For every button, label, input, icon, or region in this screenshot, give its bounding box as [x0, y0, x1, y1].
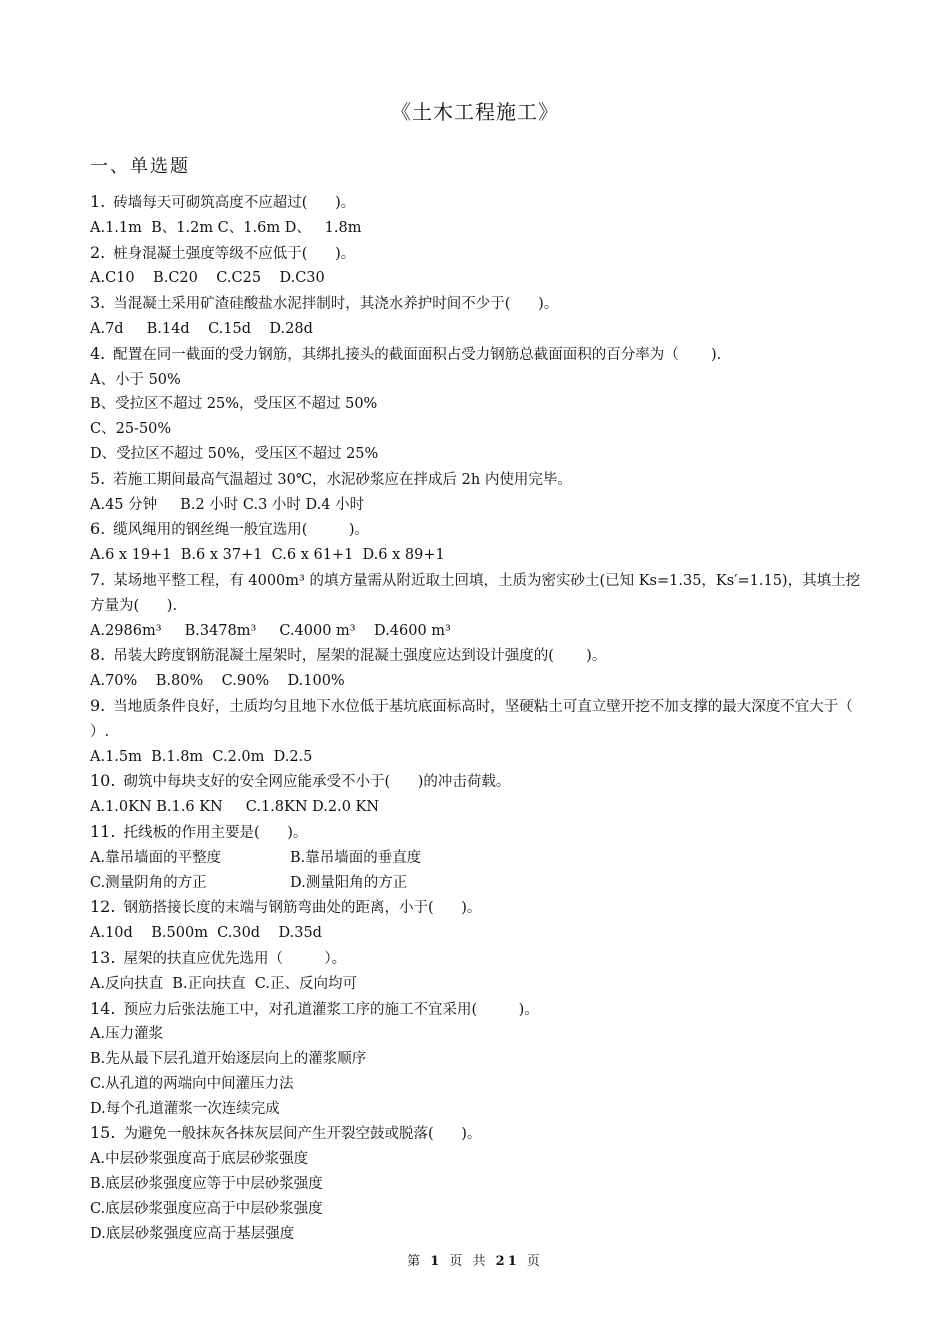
option-line: A.1.1m B、1.2m C、1.6m D、 1.8m [90, 219, 362, 236]
option-line: C、25-50% [90, 421, 172, 438]
question-text: 配置在同一截面的受力钢筋，其绑扎接头的截面面积占受力钢筋总截面面积的百分率为（ ). [113, 346, 722, 363]
question-text: 托线板的作用主要是( )。 [123, 824, 308, 841]
question-number: 12. [90, 897, 116, 917]
option-line: D.每个孔道灌浆一次连续完成 [90, 1100, 280, 1117]
footer-suffix: 页 [519, 1254, 543, 1269]
question-text: 屋架的扶直应优先选用（ ）。 [123, 950, 347, 967]
option-line: A.C10 B.C20 C.C25 D.C30 [90, 270, 325, 287]
question-number: 7. [90, 569, 106, 589]
question-number: 14. [90, 998, 116, 1018]
question-item [90, 241, 870, 292]
option-row [90, 871, 870, 896]
option-line: D、受拉区不超过 50%，受压区不超过 25% [90, 445, 379, 462]
question-number: 5. [90, 468, 106, 488]
page-number: 1 [430, 1254, 443, 1269]
footer-mid: 页 共 [442, 1254, 496, 1269]
question-number: 2. [90, 242, 106, 262]
question-number: 10. [90, 771, 116, 791]
question-number: 9. [90, 695, 106, 715]
question-list [90, 190, 881, 1246]
question-text: 桩身混凝土强度等级不应低于( )。 [113, 245, 356, 262]
question-item [90, 291, 870, 342]
option-line: C.底层砂浆强度应高于中层砂浆强度 [90, 1200, 323, 1217]
option-line: A.1.5m B.1.8m C.2.0m D.2.5 [90, 748, 313, 765]
question-text: 若施工期间最高气温超过 30℃，水泥砂浆应在拌成后 2h 内使用完毕。 [113, 471, 572, 488]
option-cell: B.靠吊墙面的垂直度 [290, 849, 422, 866]
option-line: A.反向扶直 B.正向扶直 C.正、反向均可 [90, 975, 357, 992]
question-number: 15. [90, 1123, 116, 1143]
question-text: 砌筑中每块支好的安全网应能承受不小于( )的冲击荷载。 [123, 774, 511, 791]
option-line: D.底层砂浆强度应高于基层强度 [90, 1225, 295, 1242]
question-item [90, 1121, 870, 1246]
document-title: 《土木工程施工》 [391, 100, 559, 124]
option-line: A.70% B.80% C.90% D.100% [90, 673, 345, 690]
question-text: 钢筋搭接长度的末端与钢筋弯曲处的距离，小于( )。 [123, 900, 482, 917]
option-cell: A.靠吊墙面的平整度 [90, 849, 222, 866]
question-item [90, 694, 881, 769]
question-number: 13. [90, 947, 116, 967]
question-text: 砖墙每天可砌筑高度不应超过( )。 [113, 195, 356, 211]
question-item [90, 997, 870, 1122]
option-line: A.中层砂浆强度高于底层砂浆强度 [90, 1151, 309, 1168]
question-number: 6. [90, 519, 106, 539]
option-cell: C.测量阴角的方正 [90, 874, 207, 891]
question-item [90, 342, 870, 467]
option-line: B.底层砂浆强度应等于中层砂浆强度 [90, 1176, 323, 1193]
option-line: A.45 分钟 B.2 小时 C.3 小时 D.4 小时 [90, 496, 365, 513]
question-text: 为避免一般抹灰各抹灰层间产生开裂空鼓或脱落( )。 [123, 1126, 482, 1143]
question-text: 吊装大跨度钢筋混凝土屋架时，屋架的混凝土强度应达到设计强度的( )。 [113, 648, 607, 665]
option-line: A.6 x 19+1 B.6 x 37+1 C.6 x 61+1 D.6 x 89+1 [90, 547, 445, 564]
option-line: A.10d B.500m C.30d D.35d [90, 925, 322, 942]
question-number: 8. [90, 645, 106, 665]
question-item [90, 190, 870, 241]
option-line: A.7d B.14d C.15d D.28d [90, 320, 313, 337]
option-line: A、小于 50% [90, 371, 181, 388]
question-item [90, 946, 870, 997]
option-line: B、受拉区不超过 25%，受压区不超过 50% [90, 396, 378, 413]
question-number: 4. [90, 343, 106, 363]
option-row [90, 846, 870, 871]
question-item [90, 568, 870, 643]
option-line: A.2986m³ B.3478m³ C.4000 m³ D.4600 m³ [90, 622, 451, 639]
question-item [90, 467, 870, 518]
question-text: 某场地平整工程，有 4000m³ 的填方量需从附近取土回填，土质为密实砂土(已知 Ks=1.35，Ks′=1.15)，其填土挖方量为( ). [90, 572, 861, 614]
question-item [90, 517, 870, 568]
question-text: 预应力后张法施工中，对孔道灌浆工序的施工不宜采用( )。 [123, 1001, 539, 1018]
question-number: 3. [90, 293, 106, 313]
total-pages: 21 [495, 1254, 520, 1269]
section-heading: 一、单选题 [90, 156, 190, 177]
question-item [90, 895, 870, 946]
question-number: 1. [90, 192, 106, 211]
footer-prefix: 第 [407, 1254, 431, 1269]
question-text: 当混凝土采用矿渣硅酸盐水泥拌制时，其浇水养护时间不少于( )。 [113, 296, 559, 313]
question-text: 缆风绳用的钢丝绳一般宜选用( )。 [113, 522, 370, 539]
question-number: 11. [90, 821, 116, 841]
option-line: A.压力灌浆 [90, 1026, 164, 1043]
question-text: 当地质条件良好，土质均匀且地下水位低于基坑底面标高时，坚硬粘土可直立壁开挖不加支撑的最大深度不宜大于（ ）. [90, 698, 881, 740]
question-item [90, 820, 870, 895]
option-cell: D.测量阳角的方正 [290, 874, 408, 891]
option-line: C.从孔道的两端向中间灌压力法 [90, 1075, 294, 1092]
page-footer [0, 1250, 950, 1269]
option-line: A.1.0KN B.1.6 KN C.1.8KN D.2.0 KN [90, 799, 380, 816]
question-item [90, 643, 870, 694]
option-line: B.先从最下层孔道开始逐层向上的灌浆顺序 [90, 1051, 367, 1068]
question-item [90, 769, 870, 820]
